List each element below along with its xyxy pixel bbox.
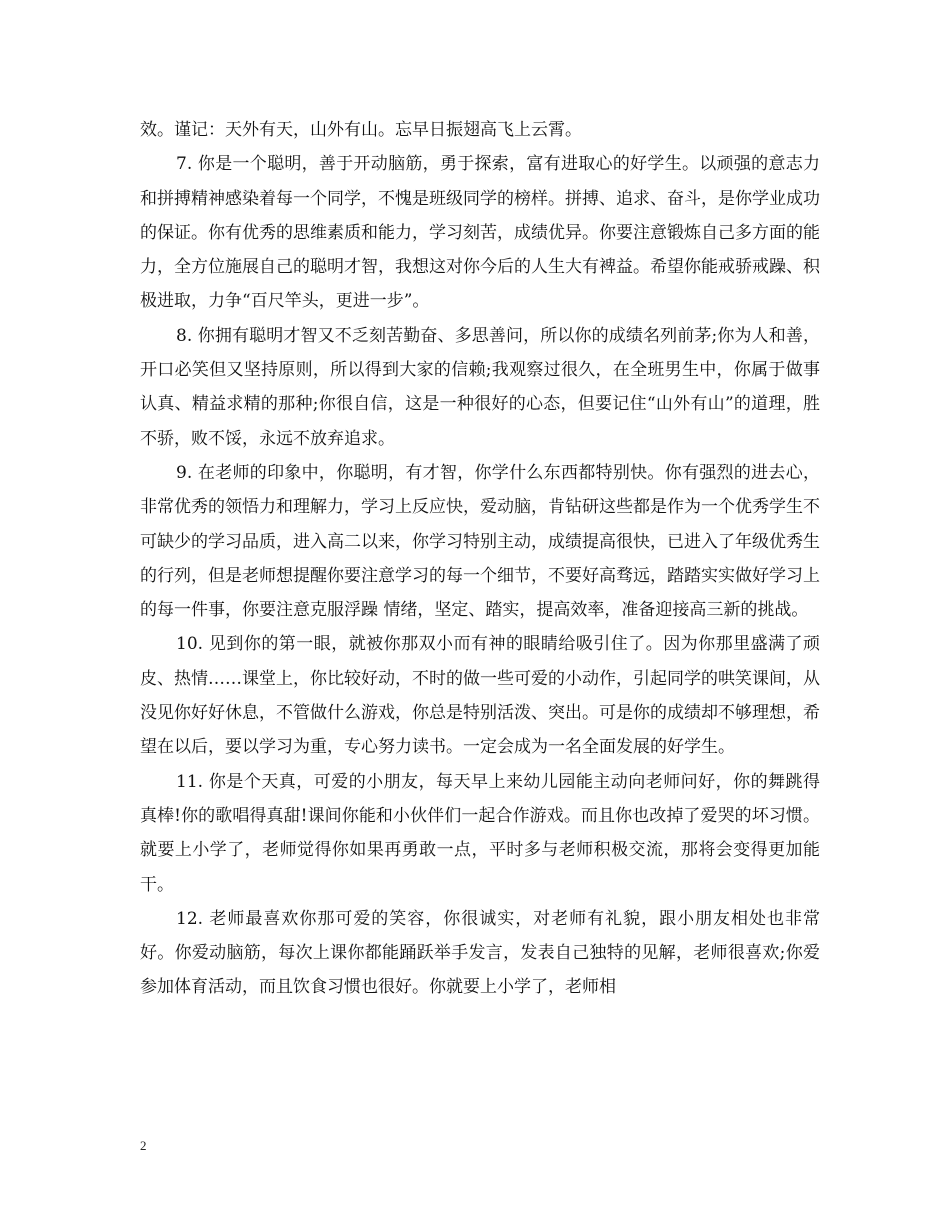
paragraph-5: 10. 见到你的第一眼，就被你那双小而有神的眼睛给吸引住了。因为你那里盛满了顽皮、热情……课堂上，你比较好动，不时的做一些可爱的小动作，引起同学的哄笑课间，从没见你好好休息，不管做什么游戏，你总是特别活泼、突出。可是你的成绩却不够理想，希望在以后，要以学习为重，专心努力读书。一定会成为一名全面发展的好学生。: [140, 634, 820, 758]
paragraph-7: 12. 老师最喜欢你那可爱的笑容，你很诚实，对老师有礼貌，跟小朋友相处也非常好。你爱动脑筋，每次上课你都能踊跃举手发言，发表自己独特的见解，老师很喜欢;你爱参加体育活动，而且饮食习惯也很好。你就要上小学了，老师相: [140, 908, 820, 998]
document-body: [140, 113, 820, 1005]
paragraph-1: 效。谨记：天外有天，山外有山。忘早日振翅高飞上云霄。: [140, 120, 582, 140]
paragraph-6: 11. 你是个天真，可爱的小朋友，每天早上来幼儿园能主动向老师问好，你的舞跳得真棒!你的歌唱得真甜!课间你能和小伙伴们一起合作游戏。而且你也改掉了爱哭的坏习惯。就要上小学了，老师觉得你如果再勇敢一点，平时多与老师积极交流，那将会变得更加能干。: [140, 771, 820, 895]
page-number: 2: [140, 1138, 147, 1153]
paragraph-2: 7. 你是一个聪明，善于开动脑筋，勇于探索，富有进取心的好学生。以顽强的意志力和拼搏精神感染着每一个同学，不愧是班级同学的榜样。拼搏、追求、奋斗，是你学业成功的保证。你有优秀的思维素质和能力，学习刻苦，成绩优异。你要注意锻炼自己多方面的能力，全方位施展自己的聪明才智，我想这对你今后的人生大有裨益。希望你能戒骄戒躁、积极进取，力争“百尺竿头，更进一步”。: [140, 154, 820, 312]
paragraph-4: 9. 在老师的印象中，你聪明，有才智，你学什么东西都特别快。你有强烈的进去心，非常优秀的领悟力和理解力，学习上反应快，爱动脑，肯钻研这些都是作为一个优秀学生不可缺少的学习品质，进入高二以来，你学习特别主动，成绩提高很快，已进入了年级优秀生的行列，但是老师想提醒你要注意学习的每一个细节，不要好高骛远，踏踏实实做好学习上的每一件事，你要注意克服浮躁 情绪，坚定、踏实，提高效率，准备迎接高三新的挑战。: [140, 462, 820, 621]
paragraph-3: 8. 你拥有聪明才智又不乏刻苦勤奋、多思善问，所以你的成绩名列前茅;你为人和善，开口必笑但又坚持原则，所以得到大家的信赖;我观察过很久，在全班男生中，你属于做事认真、精益求精的那种;你很自信，这是一种很好的心态，但要记住“山外有山”的道理，胜不骄，败不馁，永远不放弃追求。: [140, 325, 820, 449]
